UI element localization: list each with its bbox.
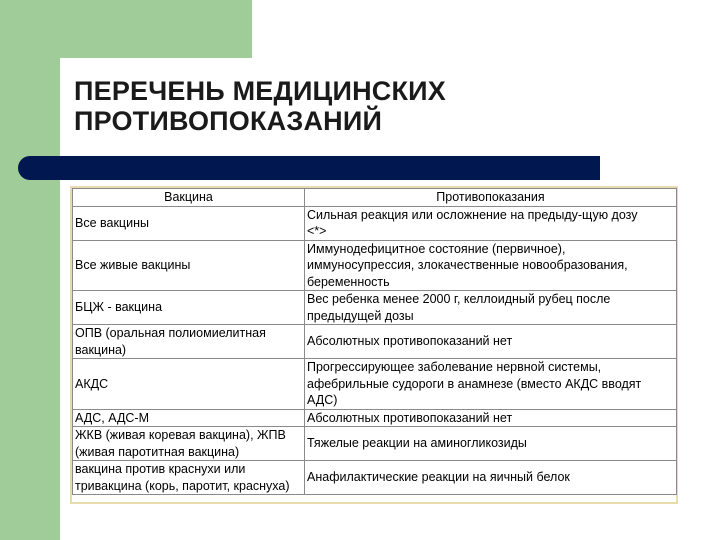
- slide-title-line-1: ПЕРЕЧЕНЬ МЕДИЦИНСКИХ: [74, 76, 446, 106]
- contraindication-text: предыдущей дозы: [307, 308, 414, 323]
- vaccine-cell: [73, 409, 305, 427]
- contraindication-cell: [305, 291, 677, 325]
- table-row: [73, 325, 677, 359]
- contraindication-cell: [305, 325, 677, 359]
- table-row: [73, 240, 677, 291]
- header-vaccine: Вакцина: [73, 189, 305, 207]
- header-contraindications: Противопоказания: [305, 189, 677, 207]
- vaccine-cell: [73, 359, 305, 410]
- contraindications-table: [72, 188, 677, 495]
- vaccine-text: вакцина): [75, 342, 127, 357]
- vaccine-cell: [73, 427, 305, 461]
- table-row: [73, 427, 677, 461]
- vaccine-cell: [73, 461, 305, 495]
- contraindication-text: Вес ребенка менее 2000 г, келлоидный рубец после: [307, 292, 611, 306]
- contraindication-text: Абсолютных противопоказаний нет: [307, 410, 513, 425]
- contraindication-text: Тяжелые реакции на аминогликозиды: [307, 436, 527, 451]
- vaccine-text: Все вакцины: [75, 215, 149, 230]
- decor-green-strip: [0, 0, 60, 540]
- vaccine-text: вакцина против краснухи или: [75, 462, 246, 476]
- table-row: [73, 291, 677, 325]
- table-row: [73, 206, 677, 240]
- contraindication-cell: [305, 206, 677, 240]
- contraindication-text: АДС): [307, 393, 338, 407]
- decor-green-block: [60, 0, 252, 58]
- vaccine-text: ЖКВ (живая коревая вакцина), ЖПВ: [75, 428, 286, 442]
- vaccine-text: тривакцина (корь, паротит, краснуха): [75, 478, 290, 493]
- slide-title: [74, 76, 446, 136]
- contraindication-cell: [305, 461, 677, 495]
- contraindication-cell: [305, 359, 677, 410]
- slide-title-line-2: ПРОТИВОПОКАЗАНИЙ: [74, 106, 383, 136]
- contraindication-cell: [305, 427, 677, 461]
- vaccine-text: АДС, АДС-М: [75, 410, 150, 425]
- contraindication-text: афебрильные судороги в анамнезе (вместо АКДС вводят: [307, 376, 642, 391]
- contraindication-text: Прогрессирующее заболевание нервной системы,: [307, 360, 602, 374]
- contraindication-text: беременность: [307, 274, 390, 289]
- contraindication-text: Абсолютных противопоказаний нет: [307, 334, 513, 349]
- contraindication-text: Иммунодефицитное состояние (первичное),: [307, 241, 566, 256]
- vaccine-text: БЦЖ - вакцина: [75, 300, 163, 315]
- vaccine-text: (живая паротитная вакцина): [75, 444, 240, 459]
- contraindication-text: Сильная реакция или осложнение на предыду-щую дозу: [307, 207, 638, 222]
- vaccine-text: АКДС: [75, 376, 109, 391]
- table-row: [73, 359, 677, 410]
- contraindication-cell: [305, 409, 677, 427]
- vaccine-cell: [73, 325, 305, 359]
- vaccine-text: Все живые вакцины: [75, 258, 191, 272]
- contraindication-text: <*>: [307, 224, 327, 238]
- title-divider-bar: [18, 156, 600, 180]
- vaccine-cell: [73, 291, 305, 325]
- contraindications-table-frame: [70, 186, 678, 504]
- vaccine-cell: [73, 240, 305, 291]
- vaccine-cell: [73, 206, 305, 240]
- contraindication-text: Анафилактические реакции на яичный белок: [307, 470, 570, 485]
- vaccine-text: ОПВ (оральная полиомиелитная: [75, 326, 266, 340]
- table-row: [73, 461, 677, 495]
- contraindication-text: иммуносупрессия, злокачественные новообразования,: [307, 258, 628, 272]
- table-header-row: [73, 189, 677, 207]
- contraindication-cell: [305, 240, 677, 291]
- table-row: [73, 409, 677, 427]
